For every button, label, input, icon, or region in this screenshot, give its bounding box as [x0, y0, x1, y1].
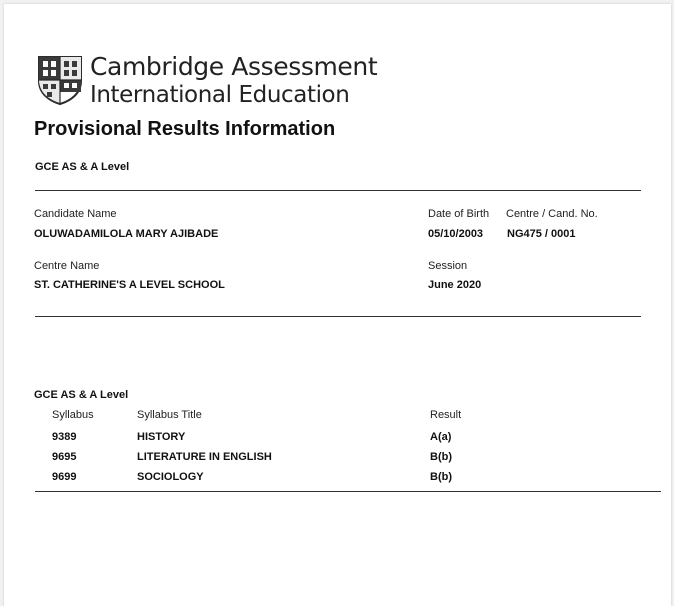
column-header-title: Syllabus Title	[137, 409, 202, 421]
syllabus-title: SOCIOLOGY	[137, 471, 204, 483]
candidate-name-label: Candidate Name	[34, 208, 117, 220]
divider-middle	[35, 316, 641, 317]
divider-top	[35, 190, 641, 191]
column-header-result: Result	[430, 409, 462, 421]
syllabus-code: 9389	[52, 431, 77, 443]
syllabus-code: 9699	[52, 471, 77, 483]
dob-label: Date of Birth	[428, 208, 490, 220]
results-document	[4, 4, 671, 606]
document-title: Provisional Results Information	[34, 118, 336, 140]
centre-cand-label: Centre / Cand. No.	[506, 208, 598, 220]
syllabus-title: LITERATURE IN ENGLISH	[137, 451, 272, 463]
syllabus-code: 9695	[52, 451, 77, 463]
centre-cand-value: NG475 / 0001	[507, 228, 576, 240]
divider-bottom	[35, 491, 661, 492]
session-value: June 2020	[428, 279, 482, 291]
syllabus-result: B(b)	[430, 471, 452, 483]
column-header-syllabus: Syllabus	[52, 409, 94, 421]
syllabus-title: HISTORY	[137, 431, 186, 443]
syllabus-result: B(b)	[430, 451, 452, 463]
syllabus-result: A(a)	[430, 431, 452, 443]
session-label: Session	[428, 260, 468, 272]
results-heading: GCE AS & A Level	[34, 389, 129, 401]
logo-text-line1: Cambridge Assessment	[90, 52, 378, 81]
centre-name-label: Centre Name	[34, 260, 100, 272]
candidate-name-value: OLUWADAMILOLA MARY AJIBADE	[34, 228, 219, 240]
dob-value: 05/10/2003	[428, 228, 484, 240]
centre-name-value: ST. CATHERINE'S A LEVEL SCHOOL	[34, 279, 225, 291]
logo-text-line2: International Education	[90, 82, 350, 108]
qualification-heading: GCE AS & A Level	[35, 161, 130, 173]
cambridge-shield-icon	[37, 55, 83, 105]
